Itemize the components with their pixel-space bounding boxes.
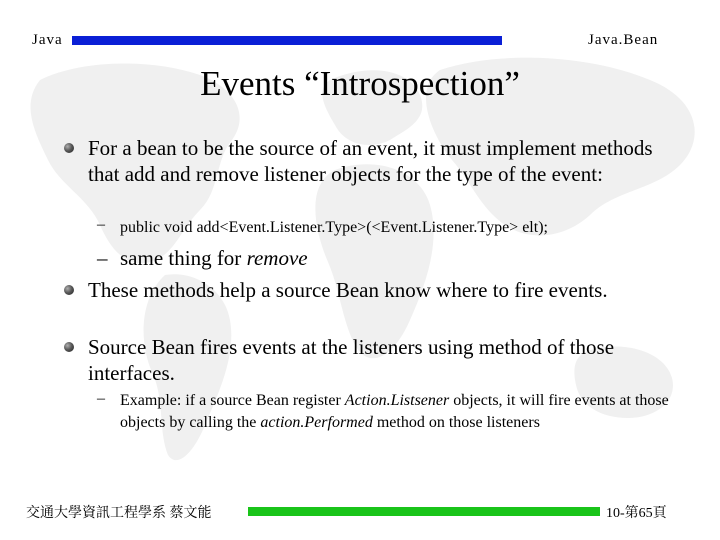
bullet-item-3: Source Bean fires events at the listeners using method of those interfaces. — [88, 335, 615, 385]
bullet-item-1: For a bean to be the source of an event, it must implement methods that add and remove listener objects for the type of the event: — [88, 136, 653, 186]
dash-icon: – — [97, 216, 105, 233]
header-left-label: Java — [32, 32, 63, 48]
sub-item-remove-emphasis: remove — [246, 246, 308, 270]
footer-author: 交通大學資訊工程學系 蔡文能 — [26, 506, 212, 521]
dash-icon: – — [97, 246, 108, 270]
bullet-dot-icon — [64, 143, 74, 153]
slide-title: Events “Introspection” — [200, 64, 520, 103]
footer-divider-bar — [248, 507, 600, 516]
footer-page-number: 10-第65頁 — [606, 506, 667, 521]
bullet-dot-icon — [64, 285, 74, 295]
bullet-item-2: These methods help a source Bean know where to fire events. — [88, 278, 608, 302]
bullet-dot-icon — [64, 342, 74, 352]
sub-item-example — [120, 390, 680, 434]
example-emphasis-method: action.Performed — [260, 414, 373, 431]
header-right-label: Java.Bean — [588, 32, 659, 48]
example-text-1: Example: if a source Bean register — [120, 392, 345, 409]
example-emphasis-listener: Action.Listsener — [344, 392, 450, 409]
header-divider-bar — [72, 36, 502, 45]
example-text-3: method on those listeners — [372, 414, 540, 431]
sub-item-remove — [120, 246, 308, 270]
example-text-2: objects, it will fire events at those objects by calling the — [120, 392, 669, 431]
sub-item-remove-text: same thing for — [120, 246, 247, 270]
sub-item-add-signature: public void add<Event.Listener.Type>(<Event.Listener.Type> elt); — [120, 219, 548, 236]
dash-icon: – — [97, 390, 105, 407]
